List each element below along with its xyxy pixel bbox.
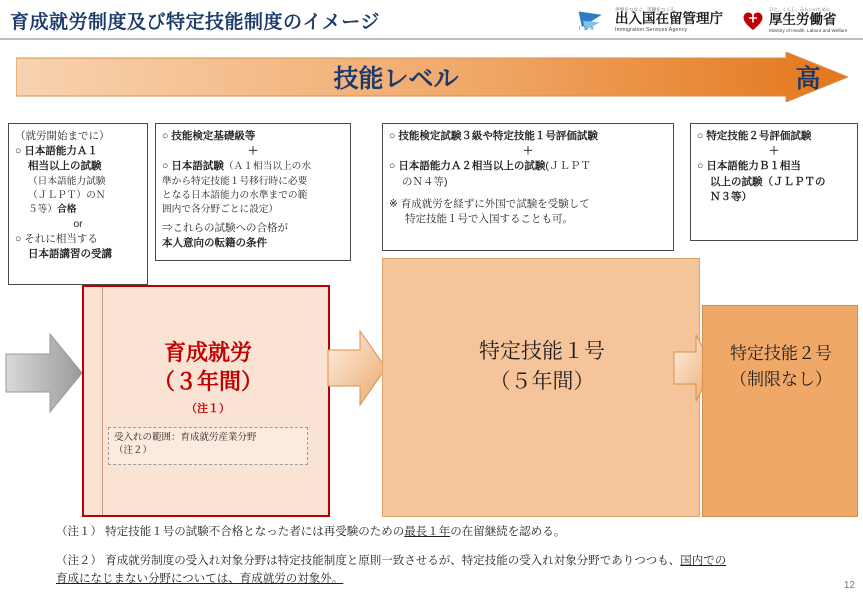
isa-mark-text: I S A xyxy=(579,26,595,32)
box2-item2-line4: 囲内で各分野ごとに設定） xyxy=(162,203,279,215)
box4-item2-label2: 以上の試験（ＪＬＰＴの xyxy=(710,175,826,188)
box3-note-marker: ※ xyxy=(389,197,398,210)
condition-box-ssw2-requirements xyxy=(690,123,858,241)
page-number: 12 xyxy=(843,580,855,591)
footnote-2-text-a: 育成就労制度の受入れ対象分野は特定技能制度と原則一致させるが、特定技能の受入れ対象分野でありつつも、 xyxy=(105,555,681,567)
box1-item3-marker: ○ xyxy=(15,233,22,246)
box4-item1-marker: ○ xyxy=(697,130,704,142)
box2-conclusion-line1: ⇒これらの試験への合格が xyxy=(162,221,288,234)
box1-item1-sub-bold: 合格 xyxy=(57,203,77,215)
box4-item2-label: 日本語能力Ｂ１相当 xyxy=(706,160,801,173)
condition-box-transfer-requirements xyxy=(155,123,351,261)
isa-logo-icon xyxy=(578,7,612,33)
footnote-1-text-a: 特定技能１号の試験不合格となった者には再受験のための xyxy=(105,526,405,538)
box3-item1-marker: ○ xyxy=(389,130,396,142)
mhlw-heart-icon xyxy=(740,7,766,33)
box2-item2-label: 日本語試験 xyxy=(171,160,224,173)
box2-item2-line2: 準から特定技能１号移行時に必要 xyxy=(162,175,308,187)
stage3-title-line2: （制限なし） xyxy=(730,369,832,389)
box1-item1-sub3: ５等） xyxy=(28,203,58,215)
footnote-2-underline-1: 国内での xyxy=(680,555,727,567)
mhlw-name-english: Ministry of Health, Labour and Welfare xyxy=(769,27,848,33)
box2-item1-marker: ○ xyxy=(162,130,169,142)
isa-tagline: 世界をつなぐ、笑顔をつくる。 xyxy=(615,6,680,12)
box2-conclusion-line2: 本人意向の転籍の条件 xyxy=(162,237,267,250)
isa-name-english: Immigration Services Agency xyxy=(615,27,688,34)
stage1-scope-line2: （注２） xyxy=(114,445,153,457)
stage2-title-line1: 特定技能１号 xyxy=(479,340,605,363)
isa-name: 出入国在留管理庁 xyxy=(615,11,723,27)
box1-item1-sub2: （ＪＬＰＴ）のＮ xyxy=(28,189,106,201)
box1-item1-sub1: （日本語能力試験 xyxy=(28,175,106,187)
box2-item1-label: 技能検定基礎級等 xyxy=(171,130,256,142)
box1-item1-marker: ○ xyxy=(15,145,22,158)
header-divider xyxy=(0,38,863,40)
skill-level-label: 技能レベル xyxy=(333,65,459,93)
stage2-title xyxy=(383,337,701,398)
box1-item3-text: それに相当する xyxy=(24,233,98,246)
box3-item1-label: 技能検定試験３級や特定技能１号評価試験 xyxy=(398,130,598,142)
box1-item3-bold: 日本語講習の受講 xyxy=(28,248,112,261)
box4-item2-label3: Ｎ３等） xyxy=(710,190,752,203)
box2-plus: ＋ xyxy=(247,145,259,158)
box4-item2-marker: ○ xyxy=(697,160,704,173)
stage1-scope-line1: 受入れの範囲：育成就労産業分野 xyxy=(114,432,257,443)
condition-box-ssw1-requirements xyxy=(382,123,674,251)
arrow-to-ssw1 xyxy=(326,328,388,413)
skill-level-high-label: 高 xyxy=(795,65,821,93)
box3-item2-rest: (ＪＬＰＴ xyxy=(545,160,591,173)
box3-item2-line2: のＮ４等) xyxy=(402,175,448,188)
skill-level-arrow xyxy=(16,52,848,102)
box3-plus: ＋ xyxy=(522,145,534,158)
stage-ssw2 xyxy=(702,305,858,517)
box2-item2-line3: となる日本語能力の水準までの範 xyxy=(162,189,308,201)
box3-item2-label: 日本語能力Ａ２相当以上の試験 xyxy=(398,160,546,173)
box1-or: or xyxy=(73,217,83,230)
stage3-title xyxy=(703,341,859,392)
footnote-1-label: （注１） xyxy=(56,526,102,538)
box3-note-line1: 育成就労を経ずに外国で試験を受験して xyxy=(400,197,590,210)
mhlw-tagline: ひと、くらし、みらいのために xyxy=(769,7,831,13)
isa-logo xyxy=(578,4,723,36)
box2-item2-marker: ○ xyxy=(162,160,169,173)
footnote-2-underline-2: 育成になじまない分野については、育成就労の対象外。 xyxy=(56,573,344,586)
stage-ssw1 xyxy=(382,258,700,517)
box3-item2-marker: ○ xyxy=(389,160,396,173)
box3-note-line2: 特定技能１号で入国することも可。 xyxy=(405,213,573,226)
box2-item2-rest: （Ａ１相当以上の水 xyxy=(223,161,312,173)
box1-item1-bold2: 相当以上の試験 xyxy=(28,160,102,173)
footnote-1 xyxy=(56,523,846,541)
stage2-title-line2: （５年間） xyxy=(489,370,595,394)
stage-ikusei-shuro xyxy=(82,285,330,517)
footnote-1-underline: 最長１年 xyxy=(404,526,451,538)
box4-plus: ＋ xyxy=(768,145,780,158)
box4-item1-label: 特定技能２号評価試験 xyxy=(706,130,812,142)
box1-lead: （就労開始までに） xyxy=(15,130,110,142)
stage1-scope-box xyxy=(108,427,308,465)
stage1-note-ref: （注１） xyxy=(186,403,230,415)
slide-header xyxy=(0,0,863,40)
box1-item1-bold: 日本語能力Ａ１ xyxy=(24,145,98,158)
footnote-1-text-b: の在留継続を認める。 xyxy=(450,526,566,538)
stage3-title-line1: 特定技能２号 xyxy=(730,344,832,363)
stage1-title xyxy=(84,339,332,396)
mhlw-logo xyxy=(740,4,847,36)
stage1-title-line1: 育成就労 xyxy=(163,340,252,365)
footnote-2 xyxy=(56,552,851,589)
stage1-title-line2: （３年間） xyxy=(152,368,263,394)
footnote-2-label: （注２） xyxy=(56,555,102,567)
page-title: 育成就労制度及び特定技能制度のイメージ xyxy=(10,12,380,33)
condition-box-entry-requirements xyxy=(8,123,148,285)
entry-arrow xyxy=(4,330,84,421)
mhlw-name: 厚生労働省 xyxy=(769,11,837,27)
